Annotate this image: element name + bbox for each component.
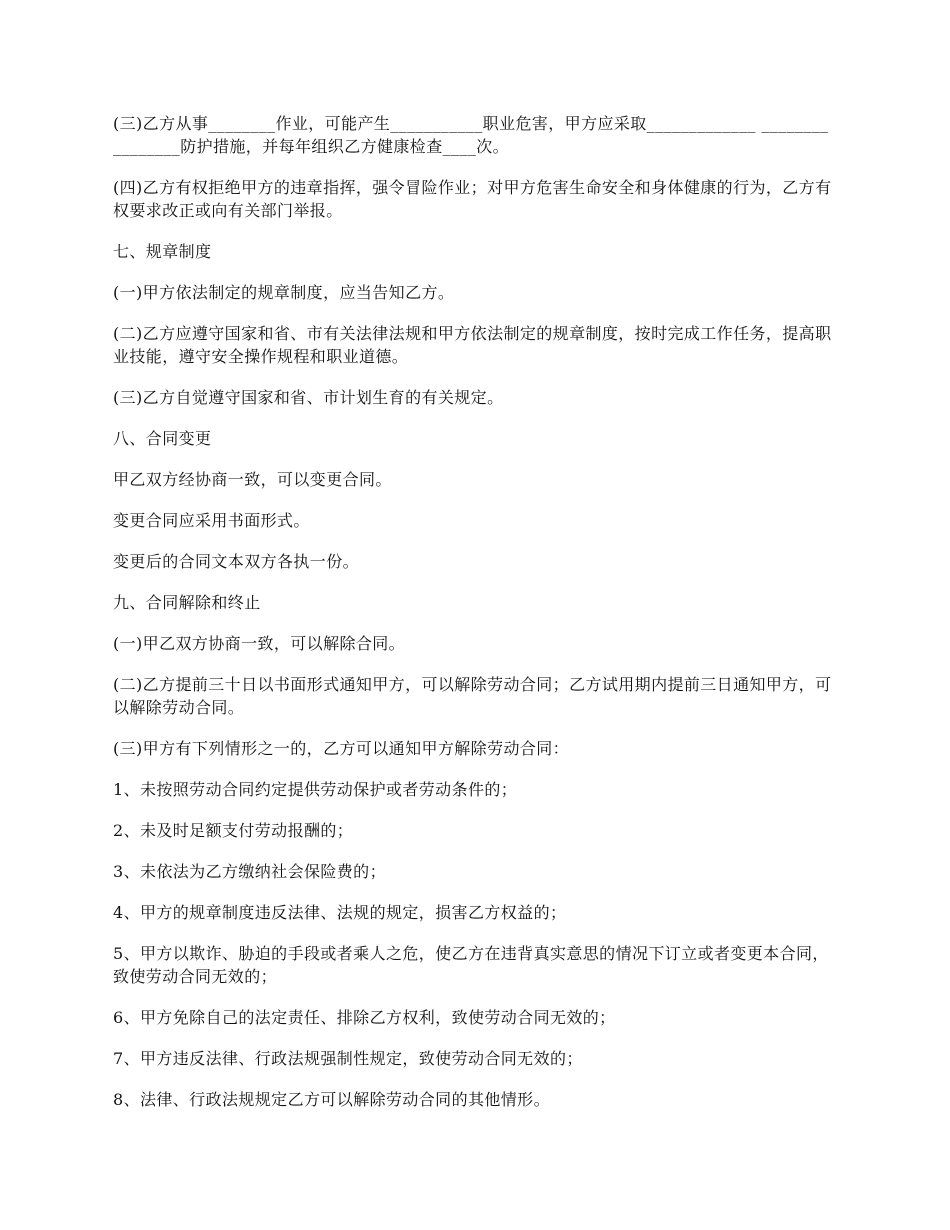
- list-item: 5、甲方以欺诈、胁迫的手段或者乘人之危，使乙方在违背真实意思的情况下订立或者变更本合同，致使劳动合同无效的；: [113, 944, 829, 986]
- clause-rules-comply: (二)乙方应遵守国家和省、市有关法律法规和甲方依法制定的规章制度，按时完成工作任务，提高职业技能，遵守安全操作规程和职业道德。: [113, 324, 832, 366]
- clause-termination-notice: (二)乙方提前三十日以书面形式通知甲方，可以解除劳动合同；乙方试用期内提前三日通知甲方，可以解除劳动合同。: [113, 675, 832, 717]
- clause-refuse-illegal-command: (四)乙方有权拒绝甲方的违章指挥，强令冒险作业；对甲方危害生命安全和身体健康的行为，乙方有权要求改正或向有关部门举报。: [113, 178, 832, 220]
- list-item: 8、法律、行政法规规定乙方可以解除劳动合同的其他情形。: [113, 1090, 550, 1109]
- list-item: 6、甲方免除自己的法定责任、排除乙方权利，致使劳动合同无效的；: [113, 1008, 616, 1027]
- section-heading-termination: 九、合同解除和终止: [113, 593, 261, 612]
- clause-change-copies: 变更后的合同文本双方各执一份。: [113, 552, 360, 571]
- list-item: 7、甲方违反法律、行政法规强制性规定，致使劳动合同无效的；: [113, 1049, 583, 1068]
- list-item: 3、未依法为乙方缴纳社会保险费的；: [113, 862, 386, 881]
- document-page: [113, 112, 835, 1111]
- clause-change-agreement: 甲乙双方经协商一致，可以变更合同。: [113, 470, 392, 489]
- list-item: 2、未及时足额支付劳动报酬的；: [113, 821, 354, 840]
- clause-termination-conditions: (三)甲方有下列情形之一的，乙方可以通知甲方解除劳动合同：: [113, 739, 570, 758]
- list-item: 1、未按照劳动合同约定提供劳动保护或者劳动条件的；: [113, 780, 518, 799]
- section-heading-contract-change: 八、合同变更: [113, 429, 212, 448]
- clause-rules-notify: (一)甲方依法制定的规章制度，应当告知乙方。: [113, 283, 455, 302]
- section-heading-rules: 七、规章制度: [113, 242, 212, 261]
- list-item: 4、甲方的规章制度违反法律、法规的规定，损害乙方权益的；: [113, 903, 567, 922]
- clause-termination-agreement: (一)甲乙双方协商一致，可以解除合同。: [113, 634, 406, 653]
- clause-family-planning: (三)乙方自觉遵守国家和省、市计划生育的有关规定。: [113, 388, 504, 407]
- clause-change-written: 变更合同应采用书面形式。: [113, 511, 310, 530]
- clause-occupational-hazard: (三)乙方从事________作业，可能产生___________职业危害，甲方应采取_____________ ________________防护措施，并每年组织乙方健康检查____次。: [113, 114, 829, 156]
